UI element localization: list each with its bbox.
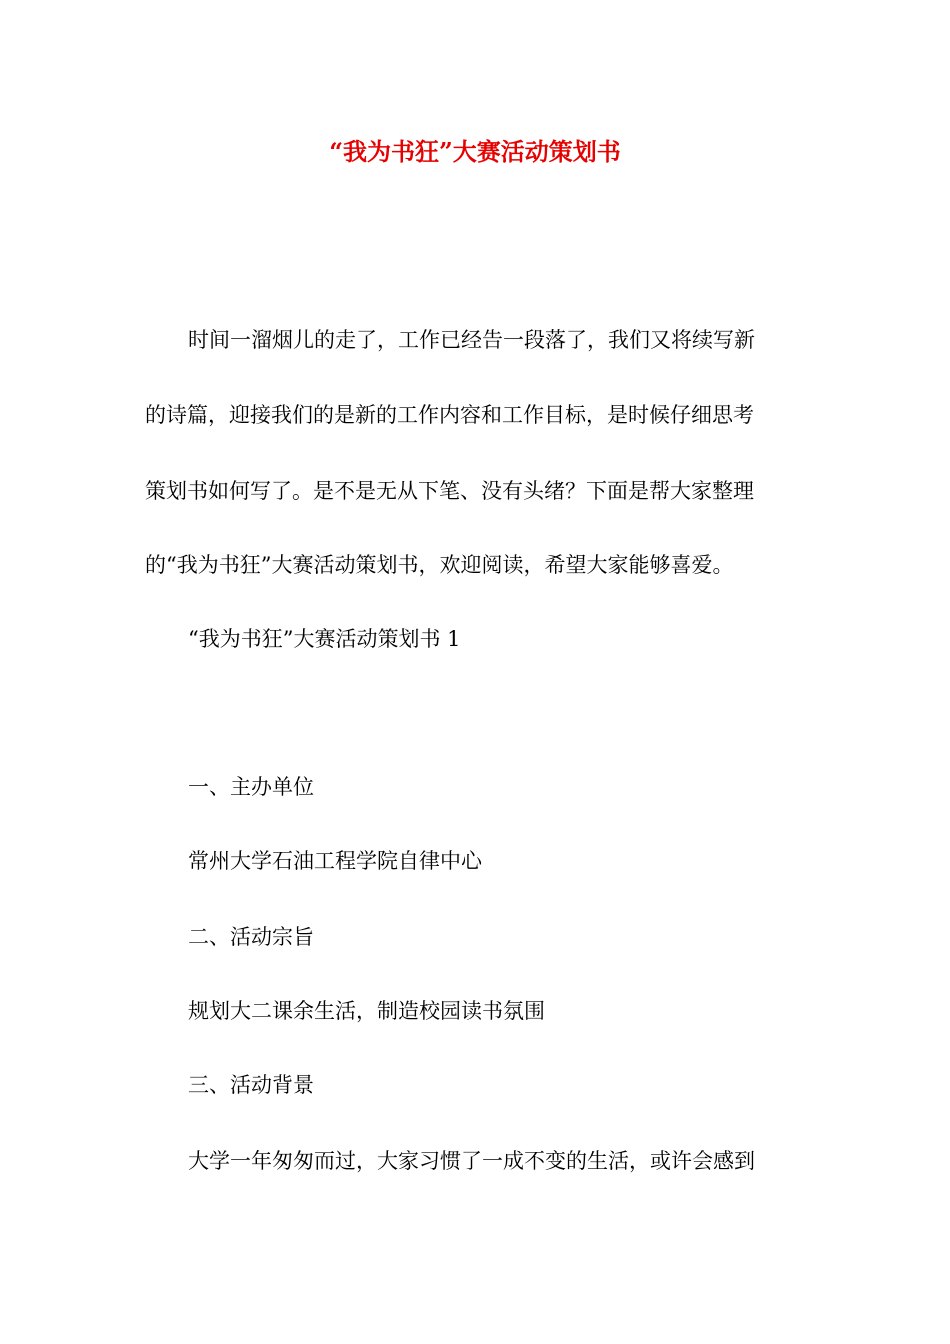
section-text-background: 大学一年匆匆而过，大家习惯了一成不变的生活，或许会感到	[188, 1149, 755, 1173]
section-heading-background: 三、活动背景	[188, 1073, 314, 1097]
intro-line-3: 策划书如何写了。是不是无从下笔、没有头绪？下面是帮大家整理	[145, 479, 754, 503]
section-text-purpose: 规划大二课余生活，制造校园读书氛围	[188, 999, 545, 1023]
document-title: “我为书狂”大赛活动策划书	[329, 137, 621, 166]
subtitle: “我为书狂”大赛活动策划书 1	[188, 627, 461, 651]
intro-line-2: 的诗篇，迎接我们的是新的工作内容和工作目标，是时候仔细思考	[145, 403, 754, 427]
intro-line-4: 的“我为书狂”大赛活动策划书，欢迎阅读，希望大家能够喜爱。	[145, 553, 734, 577]
section-text-organizer: 常州大学石油工程学院自律中心	[188, 849, 482, 873]
intro-line-1: 时间一溜烟儿的走了，工作已经告一段落了，我们又将续写新	[188, 328, 755, 352]
section-heading-organizer: 一、主办单位	[188, 775, 314, 799]
section-heading-purpose: 二、活动宗旨	[188, 925, 314, 949]
